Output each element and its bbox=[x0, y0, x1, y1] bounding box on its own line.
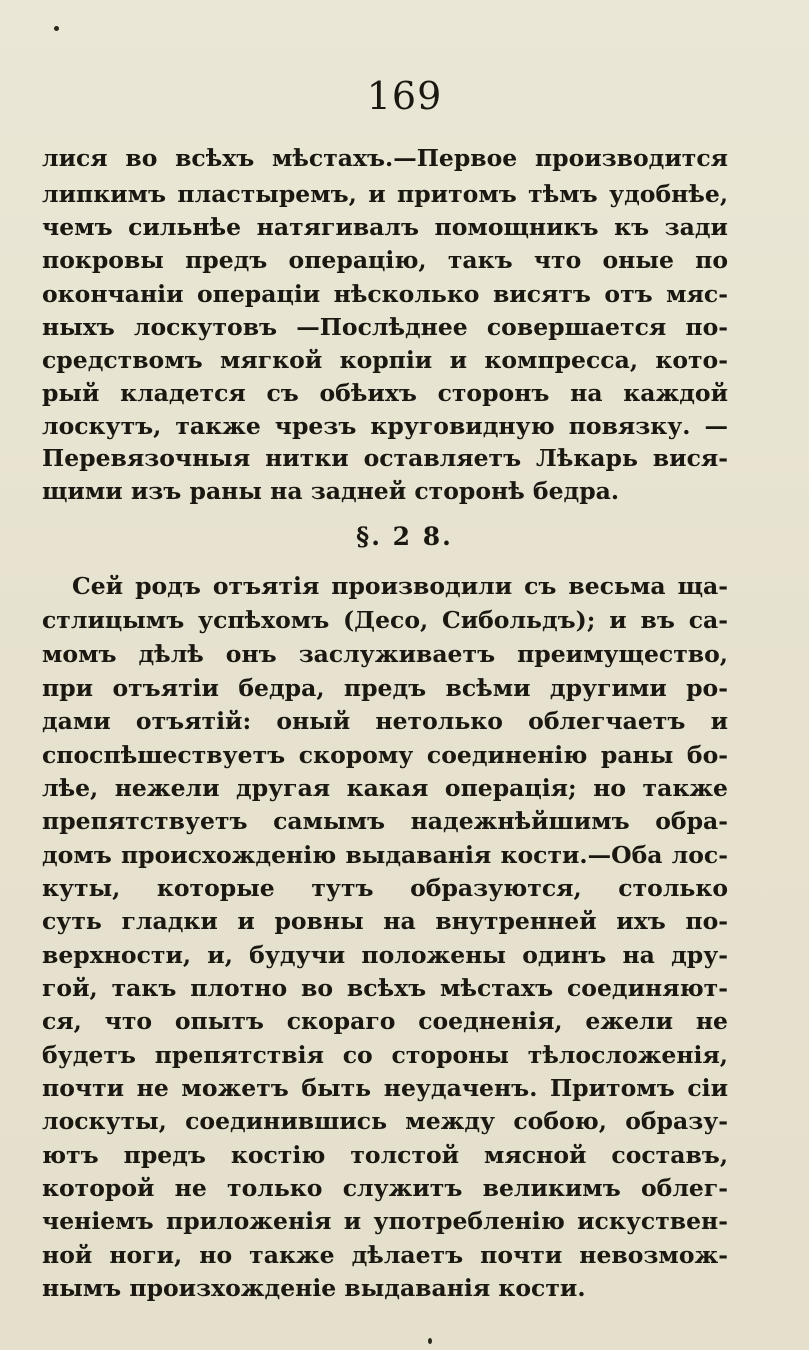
text-line: при отъятіи бедра, предъ всѣми другими ро- bbox=[42, 674, 728, 702]
text-line: липкимъ пластыремъ, и притомъ тѣмъ удобнѣе, bbox=[42, 180, 728, 208]
text-line: стлицымъ успѣхомъ (Десо, Сибольдъ); и въ са- bbox=[42, 606, 728, 634]
text-line: Перевязочныя нитки оставляетъ Лѣкарь вися- bbox=[42, 444, 728, 472]
text-line: споспѣшествуетъ скорому соединенію раны бо- bbox=[42, 741, 728, 769]
text-line: ютъ предъ костію толстой мясной составъ, bbox=[42, 1141, 728, 1169]
text-line: лоскуты, соединившись между собою, образу- bbox=[42, 1107, 728, 1135]
text-line: ся, что опытъ скораго соедненія, ежели не bbox=[42, 1007, 728, 1035]
text-line: момъ дѣлѣ онъ заслуживаетъ преимущество, bbox=[42, 640, 728, 668]
text-line: лися во всѣхъ мѣстахъ.—Первое производится bbox=[42, 144, 728, 172]
text-line: лѣе, нежели другая какая операція; но также bbox=[42, 774, 728, 802]
text-line: дами отъятій: оный нетолько облегчаетъ и bbox=[42, 707, 728, 735]
text-line: гой, такъ плотно во всѣхъ мѣстахъ соединяют- bbox=[42, 974, 728, 1002]
text-line: ной ноги, но также дѣлаетъ почти невозмож- bbox=[42, 1241, 728, 1269]
text-line: которой не только служитъ великимъ облег- bbox=[42, 1174, 728, 1202]
text-line: суть гладки и ровны на внутренней ихъ по- bbox=[42, 907, 728, 935]
text-line: окончаніи операціи нѣсколько висятъ отъ мяс- bbox=[42, 280, 728, 308]
text-line: ченіемъ приложенія и употребленію искуствен- bbox=[42, 1207, 728, 1235]
ink-speck bbox=[428, 1338, 432, 1344]
text-line: куты, которые тутъ образуются, столько bbox=[42, 874, 728, 902]
text-line: Сей родъ отъятія производили съ весьма ща- bbox=[72, 572, 728, 600]
ink-speck bbox=[54, 26, 59, 31]
text-line: ныхъ лоскутовъ —Послѣднее совершается по- bbox=[42, 313, 728, 341]
text-line: рый кладется съ обѣихъ сторонъ на каждой bbox=[42, 379, 728, 407]
text-line: верхности, и, будучи положены одинъ на дру- bbox=[42, 941, 728, 969]
text-line: щими изъ раны на задней сторонѣ бедра. bbox=[42, 477, 620, 505]
text-line: нымъ произхожденіе выдаванія кости. bbox=[42, 1274, 586, 1302]
text-line: покровы предъ операцію, такъ что оные по bbox=[42, 246, 728, 274]
text-line: чемъ сильнѣе натягивалъ помощникъ къ зади bbox=[42, 213, 728, 241]
text-line: будетъ препятствія со стороны тѣлосложенія, bbox=[42, 1041, 728, 1069]
section-heading: §. 2 8. bbox=[356, 522, 453, 551]
text-line: домъ происхожденію выдаванія кости.—Оба лос- bbox=[42, 841, 728, 869]
text-line: почти не можетъ быть неудаченъ. Притомъ сіи bbox=[42, 1074, 728, 1102]
page-number: 169 bbox=[366, 74, 443, 118]
text-line: средствомъ мягкой корпіи и компресса, кото- bbox=[42, 346, 728, 374]
text-line: препятствуетъ самымъ надежнѣйшимъ обра- bbox=[42, 807, 728, 835]
text-line: лоскутъ, также чрезъ круговидную повязку. — bbox=[42, 412, 728, 440]
